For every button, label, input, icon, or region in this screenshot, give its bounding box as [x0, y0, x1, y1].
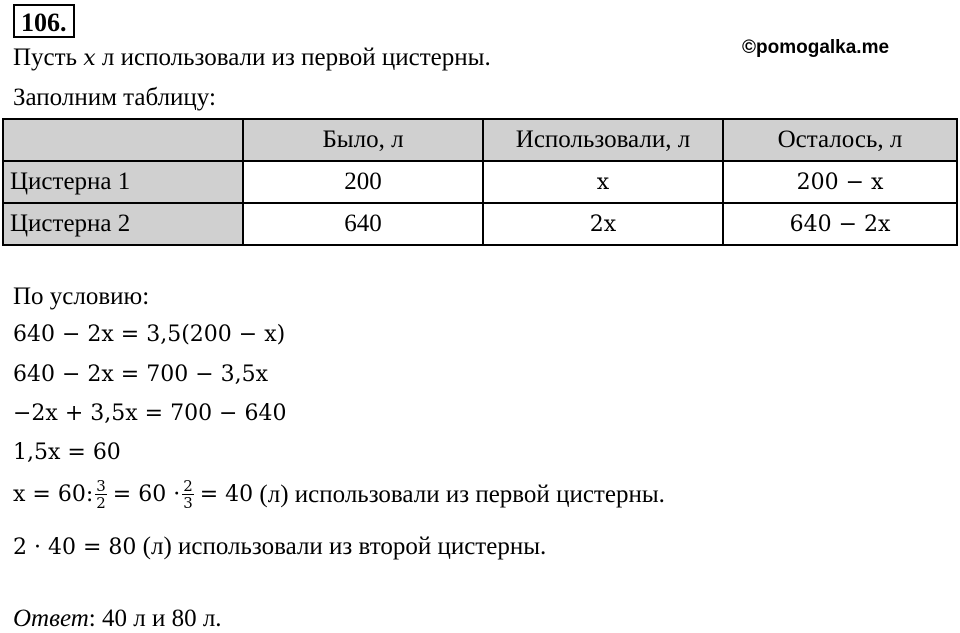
eq5-rhs: = 40	[199, 482, 254, 507]
fraction-denominator: 2	[96, 494, 106, 512]
answer-text: : 40 л и 80 л.	[88, 605, 222, 632]
eq5-text: (л) использовали из первой цистерны.	[253, 480, 665, 508]
table-cell-left: 200 − x	[723, 161, 957, 203]
table-row-label: Цистерна 2	[3, 203, 243, 245]
fill-table-text: Заполним таблицу:	[13, 84, 216, 111]
problem-number: 106.	[13, 4, 75, 38]
fraction-numerator: 2	[183, 477, 193, 495]
intro-let-var: x	[83, 46, 96, 71]
data-table	[2, 118, 958, 246]
table-header-cell: Было, л	[243, 119, 483, 161]
equation-1: 640 − 2x = 3,5(200 − x)	[13, 322, 286, 347]
equation-4: 1,5x = 60	[13, 440, 121, 465]
eq6-expr: 2 · 40 = 80	[13, 535, 137, 560]
table-header-cell: Использовали, л	[483, 119, 723, 161]
watermark: ©pomogalka.me	[742, 37, 890, 58]
table-header-row	[3, 119, 957, 161]
equation-6	[13, 533, 546, 561]
table-header-cell: Осталось, л	[723, 119, 957, 161]
fraction-numerator: 3	[96, 477, 106, 495]
by-condition-text: По условию:	[13, 283, 150, 310]
fraction-denominator: 3	[183, 494, 193, 512]
answer-line	[13, 605, 222, 633]
fraction-2-3	[182, 478, 194, 511]
equation-5	[13, 478, 665, 511]
equation-3: −2x + 3,5x = 700 − 640	[13, 401, 287, 426]
eq5-lhs: x = 60:	[13, 482, 94, 507]
intro-let-line	[13, 44, 491, 72]
eq5-mid: = 60 ·	[112, 482, 181, 507]
eq6-text: (л) использовали из второй цистерны.	[136, 533, 547, 560]
table-header-cell	[3, 119, 243, 161]
table-cell-was: 200	[243, 161, 483, 203]
intro-let-prefix: Пусть	[13, 44, 84, 71]
table-row	[3, 161, 957, 203]
table-cell-left: 640 − 2x	[723, 203, 957, 245]
table-cell-used: x	[483, 161, 723, 203]
table-cell-used: 2x	[483, 203, 723, 245]
intro-let-suffix: л использовали из первой цистерны.	[95, 44, 491, 71]
table-row	[3, 203, 957, 245]
table-cell-was: 640	[243, 203, 483, 245]
table-row-label: Цистерна 1	[3, 161, 243, 203]
equation-2: 640 − 2x = 700 − 3,5x	[13, 362, 269, 387]
fraction-3-2	[95, 478, 107, 511]
answer-label: Ответ	[13, 605, 89, 632]
